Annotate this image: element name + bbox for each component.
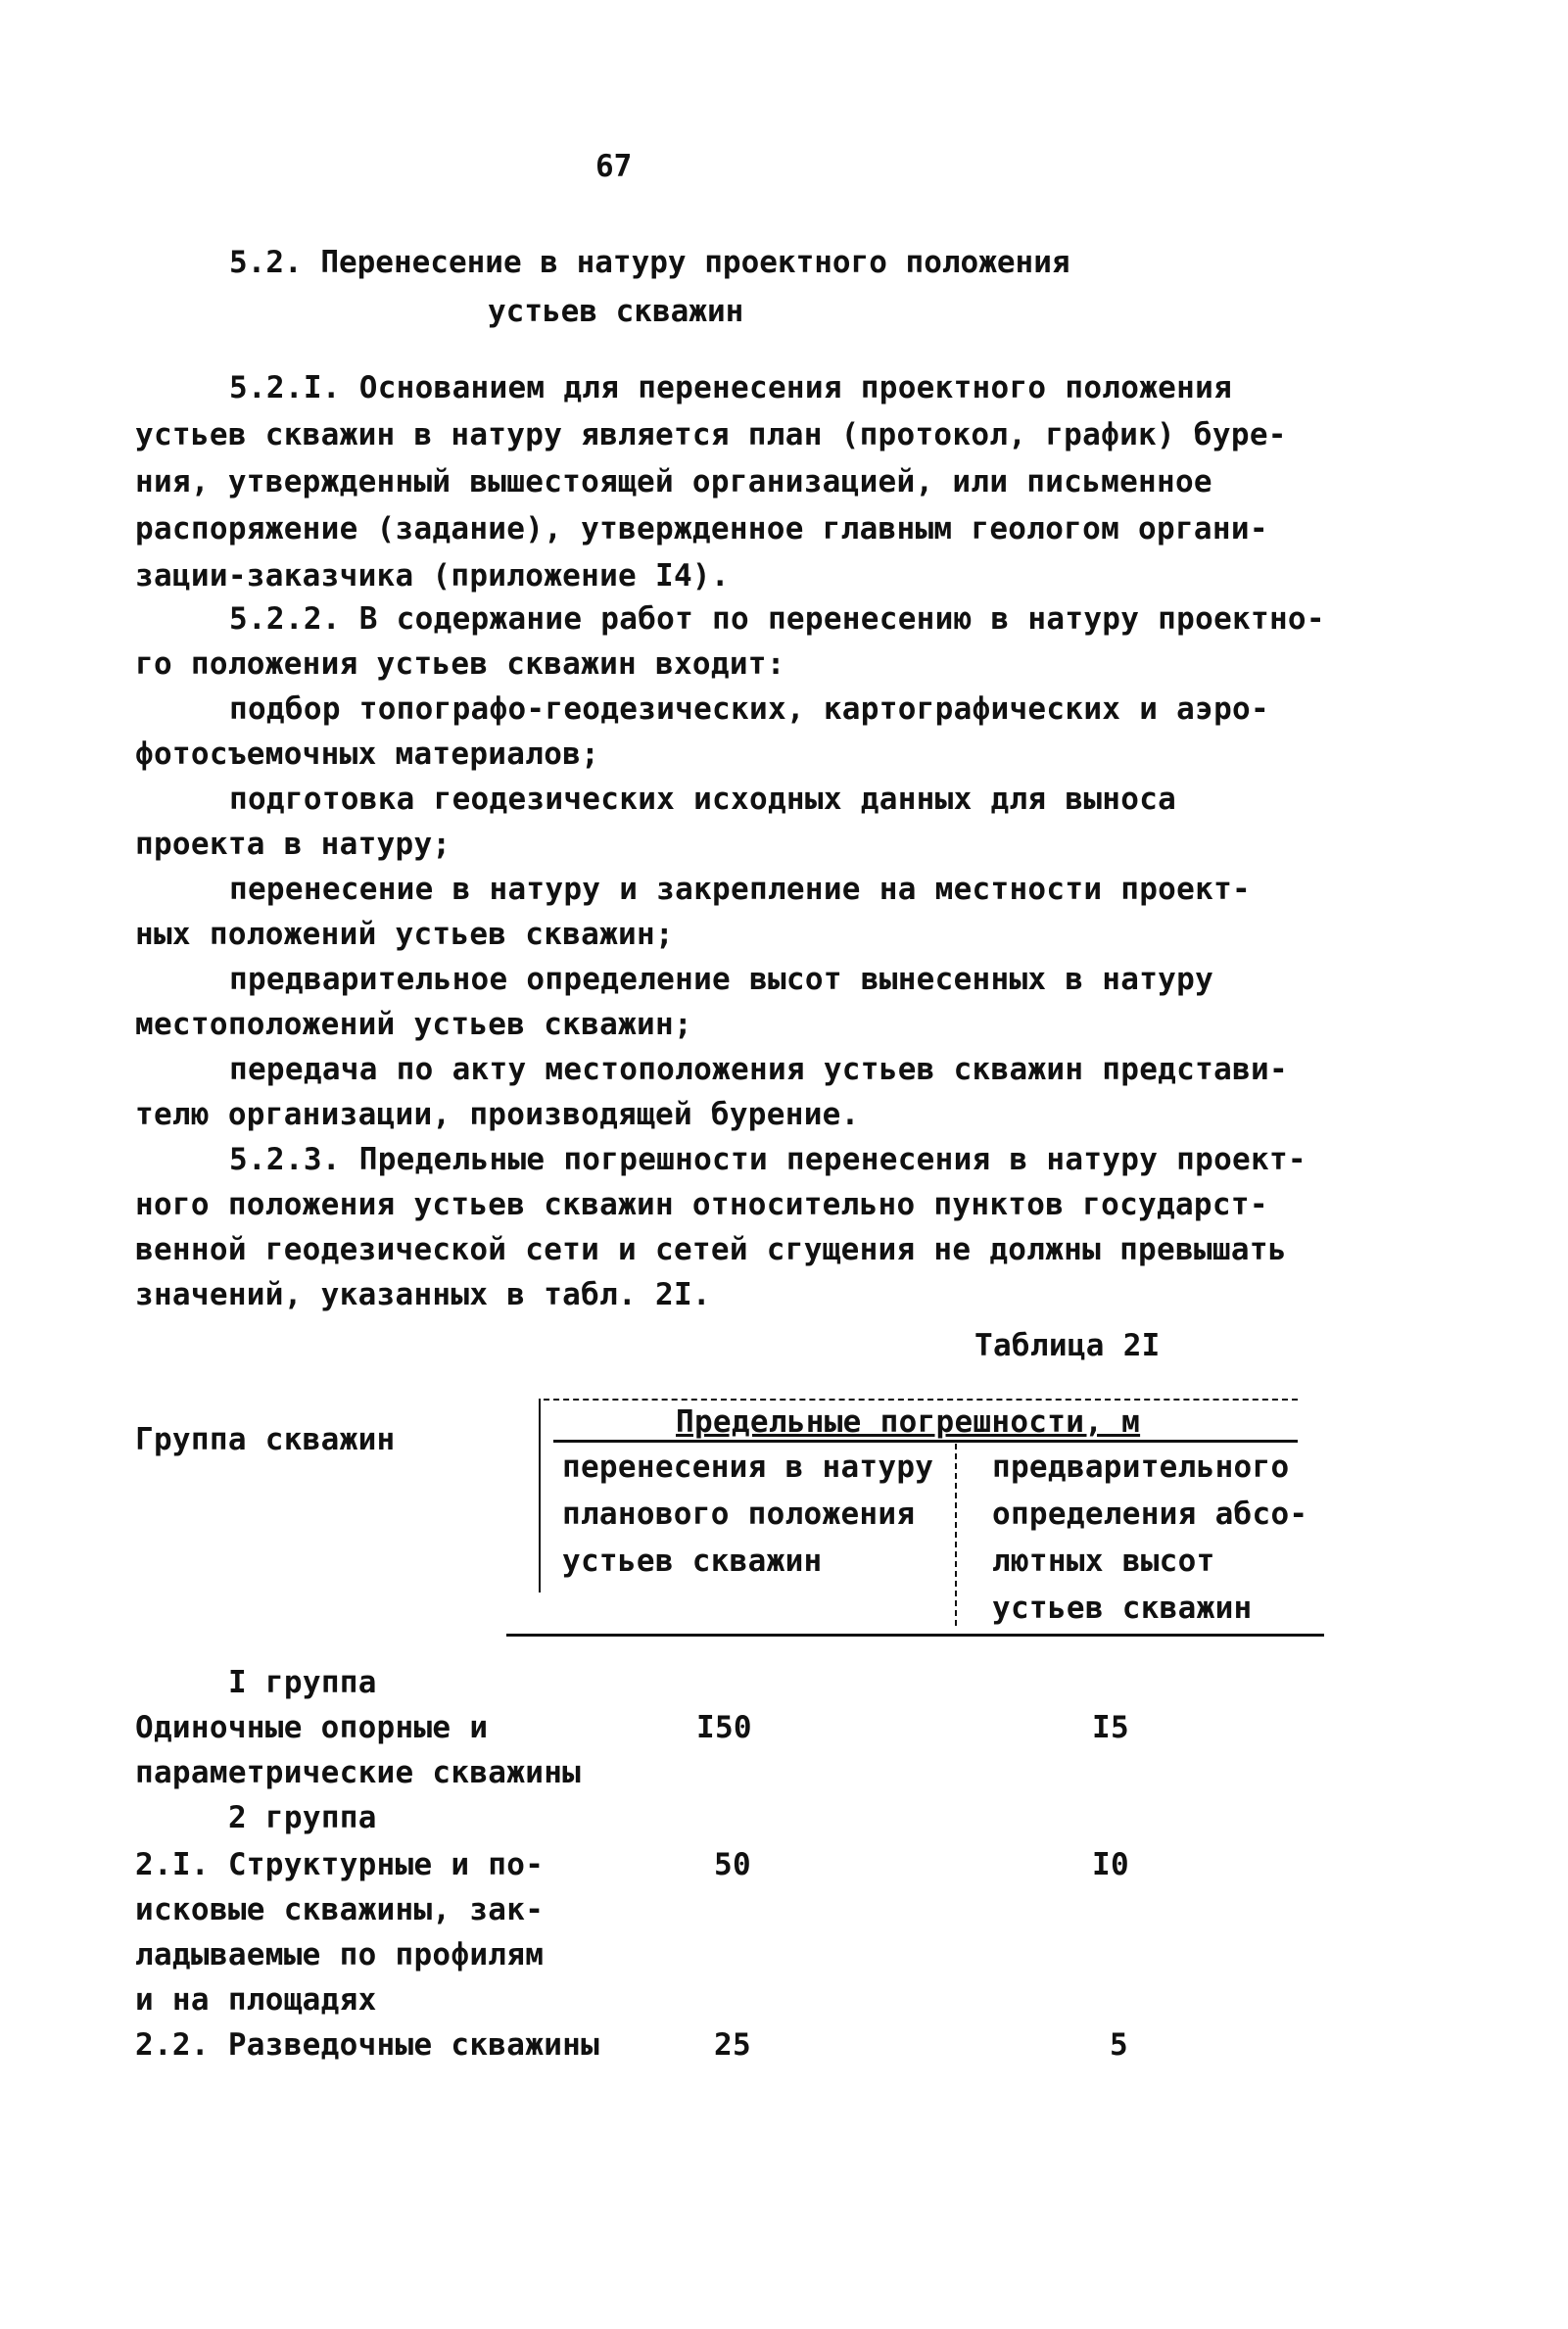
- paragraph-line: 5.2.2. В содержание работ по перенесению в натуру проектно-: [229, 601, 1325, 637]
- table-group-column-header: Группа скважин: [135, 1422, 396, 1457]
- paragraph-line: телю организации, производящей бурение.: [135, 1097, 860, 1132]
- table-col2-header-line: предварительного: [992, 1450, 1290, 1485]
- table-top-rule: [544, 1399, 1298, 1401]
- table-row-label: ладываемые по профилям: [135, 1937, 545, 1973]
- table-row-label: 2 группа: [228, 1800, 377, 1835]
- table-span-rule: [553, 1440, 1298, 1443]
- table-col1-header-line: планового положения: [562, 1497, 916, 1532]
- table-col1-header-line: перенесения в натуру: [562, 1450, 934, 1485]
- table-cell-value: 50: [714, 1847, 751, 1882]
- paragraph-line: предварительное определение высот вынесенных в натуру: [229, 962, 1214, 997]
- paragraph-line: проекта в натуру;: [135, 827, 451, 862]
- table-row-label: I группа: [228, 1665, 377, 1700]
- paragraph-line: ного положения устьев скважин относительно пунктов государст-: [135, 1187, 1268, 1222]
- section-title-line-2: устьев скважин: [488, 294, 744, 329]
- section-title-line-1: 5.2. Перенесение в натуру проектного положения: [229, 245, 1070, 280]
- table-col2-header-line: устьев скважин: [992, 1591, 1253, 1626]
- paragraph-line: устьев скважин в натуру является план (протокол, график) буре-: [135, 417, 1287, 452]
- paragraph-line: ния, утвержденный вышестоящей организацией, или письменное: [135, 464, 1212, 499]
- paragraph-line: местоположений устьев скважин;: [135, 1007, 692, 1042]
- table-col2-header-line: лютных высот: [992, 1544, 1215, 1579]
- paragraph-line: перенесение в натуру и закрепление на местности проект-: [229, 872, 1251, 907]
- paragraph-line: передача по акту местоположения устьев скважин представи-: [229, 1052, 1288, 1087]
- table-row-label: Одиночные опорные и: [135, 1710, 489, 1745]
- table-column-divider: [955, 1444, 957, 1626]
- paragraph-line: ных положений устьев скважин;: [135, 917, 674, 952]
- table-cell-value: 25: [714, 2027, 751, 2063]
- table-caption: Таблица 2I: [974, 1328, 1161, 1363]
- table-cell-value: I50: [696, 1710, 752, 1745]
- paragraph-line: распоряжение (задание), утвержденное главным геологом органи-: [135, 511, 1268, 547]
- table-span-header: Предельные погрешности, м: [676, 1404, 1141, 1440]
- paragraph-line: венной геодезической сети и сетей сгущения не должны превышать: [135, 1232, 1287, 1267]
- table-cell-value: I0: [1092, 1847, 1129, 1882]
- table-row-label: исковые скважины, зак-: [135, 1892, 545, 1927]
- paragraph-line: подбор топографо-геодезических, картографических и аэро-: [229, 691, 1269, 727]
- table-col1-header-line: устьев скважин: [562, 1544, 823, 1579]
- table-cell-value: I5: [1092, 1710, 1129, 1745]
- paragraph-line: подготовка геодезических исходных данных для выноса: [229, 782, 1177, 817]
- table-col2-header-line: определения абсо-: [992, 1497, 1308, 1532]
- table-cell-value: 5: [1110, 2027, 1128, 2063]
- paragraph-line: 5.2.I. Основанием для перенесения проектного положения: [229, 370, 1233, 405]
- paragraph-line: значений, указанных в табл. 2I.: [135, 1277, 711, 1312]
- table-left-rule: [539, 1399, 541, 1592]
- page-number: 67: [595, 149, 633, 184]
- table-header-bottom-rule: [506, 1634, 1324, 1637]
- paragraph-line: фотосъемочных материалов;: [135, 737, 600, 772]
- table-row-label: 2.I. Структурные и по-: [135, 1847, 545, 1882]
- table-row-label: и на площадях: [135, 1982, 377, 2018]
- table-row-label: параметрические скважины: [135, 1755, 582, 1790]
- table-row-label: 2.2. Разведочные скважины: [135, 2027, 600, 2063]
- paragraph-line: 5.2.3. Предельные погрешности перенесения в натуру проект-: [229, 1142, 1307, 1177]
- paragraph-line: зации-заказчика (приложение I4).: [135, 558, 730, 594]
- paragraph-line: го положения устьев скважин входит:: [135, 646, 785, 682]
